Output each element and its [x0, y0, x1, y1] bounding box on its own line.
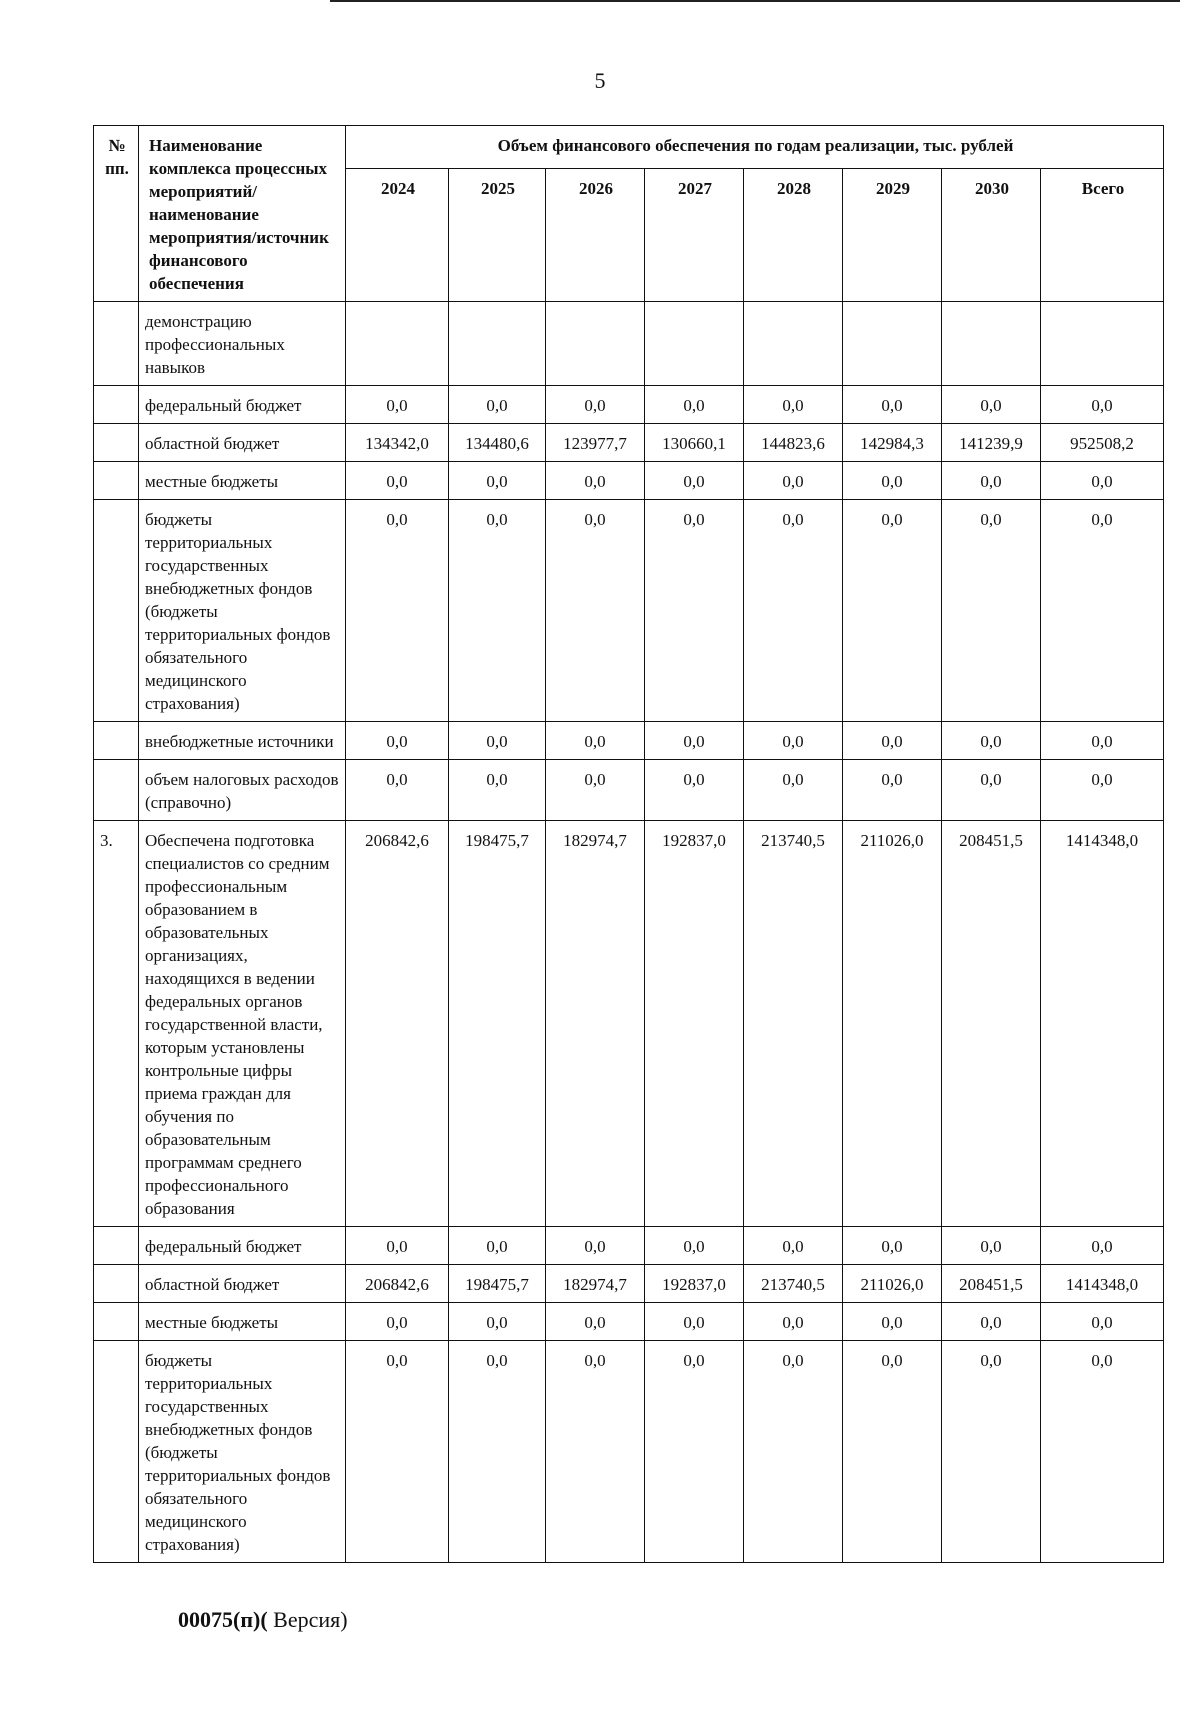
table-row — [94, 424, 1164, 462]
row-value: 0,0 — [942, 1341, 1041, 1563]
row-value: 134480,6 — [449, 424, 546, 462]
row-value: 182974,7 — [546, 821, 645, 1227]
row-value: 0,0 — [843, 722, 942, 760]
row-number — [94, 1341, 139, 1563]
row-value: 0,0 — [645, 760, 744, 821]
row-total: 0,0 — [1041, 386, 1164, 424]
row-value: 0,0 — [546, 760, 645, 821]
table-row — [94, 1227, 1164, 1265]
row-value: 0,0 — [449, 500, 546, 722]
row-value: 206842,6 — [346, 821, 449, 1227]
row-name: федеральный бюджет — [139, 386, 346, 424]
header-row-1 — [94, 126, 1164, 169]
row-value: 0,0 — [449, 1227, 546, 1265]
row-name: местные бюджеты — [139, 1303, 346, 1341]
row-value: 0,0 — [744, 386, 843, 424]
table-row — [94, 386, 1164, 424]
header-year: 2030 — [942, 169, 1041, 302]
row-number — [94, 302, 139, 386]
row-number — [94, 1227, 139, 1265]
row-value: 0,0 — [449, 760, 546, 821]
row-value: 0,0 — [843, 386, 942, 424]
row-value — [744, 302, 843, 386]
row-value — [843, 302, 942, 386]
footer-code: 00075(п)( — [178, 1607, 268, 1632]
header-year: 2029 — [843, 169, 942, 302]
row-value: 0,0 — [843, 500, 942, 722]
row-value: 0,0 — [346, 722, 449, 760]
row-value: 0,0 — [942, 462, 1041, 500]
row-value: 0,0 — [546, 722, 645, 760]
row-value: 0,0 — [449, 722, 546, 760]
row-value: 0,0 — [346, 1303, 449, 1341]
row-value: 0,0 — [645, 1227, 744, 1265]
row-name: бюджеты территориальных государственных внебюджетных фондов (бюджеты территориальных фондов обязательного медицинского страхования) — [139, 1341, 346, 1563]
row-number — [94, 462, 139, 500]
row-name: бюджеты территориальных государственных внебюджетных фондов (бюджеты территориальных фондов обязательного медицинского страхования) — [139, 500, 346, 722]
row-value: 0,0 — [843, 760, 942, 821]
row-value: 0,0 — [546, 462, 645, 500]
row-value: 0,0 — [942, 722, 1041, 760]
header-total: Всего — [1041, 169, 1164, 302]
row-value: 0,0 — [546, 1227, 645, 1265]
row-name: внебюджетные источники — [139, 722, 346, 760]
table-row — [94, 302, 1164, 386]
header-year: 2028 — [744, 169, 843, 302]
row-value: 0,0 — [346, 386, 449, 424]
row-value: 144823,6 — [744, 424, 843, 462]
header-year: 2027 — [645, 169, 744, 302]
table-row — [94, 500, 1164, 722]
row-value: 192837,0 — [645, 821, 744, 1227]
row-value: 0,0 — [942, 1227, 1041, 1265]
row-name: областной бюджет — [139, 1265, 346, 1303]
table-body — [94, 302, 1164, 1563]
row-name: областной бюджет — [139, 424, 346, 462]
row-value: 142984,3 — [843, 424, 942, 462]
row-name: демонстрацию профессиональных навыков — [139, 302, 346, 386]
row-name: федеральный бюджет — [139, 1227, 346, 1265]
row-value: 0,0 — [645, 722, 744, 760]
row-value: 0,0 — [744, 462, 843, 500]
table-row — [94, 722, 1164, 760]
row-total: 1414348,0 — [1041, 1265, 1164, 1303]
row-total: 0,0 — [1041, 1303, 1164, 1341]
row-value: 211026,0 — [843, 821, 942, 1227]
row-value: 0,0 — [546, 500, 645, 722]
row-value: 0,0 — [449, 386, 546, 424]
row-value: 0,0 — [843, 1227, 942, 1265]
row-number — [94, 424, 139, 462]
row-value: 0,0 — [942, 1303, 1041, 1341]
header-volume: Объем финансового обеспечения по годам реализации, тыс. рублей — [346, 126, 1164, 169]
row-number — [94, 1265, 139, 1303]
row-value: 141239,9 — [942, 424, 1041, 462]
row-value: 0,0 — [942, 760, 1041, 821]
row-number — [94, 1303, 139, 1341]
row-value — [942, 302, 1041, 386]
header-year: 2026 — [546, 169, 645, 302]
row-value: 0,0 — [645, 386, 744, 424]
row-value: 0,0 — [843, 1341, 942, 1563]
row-value: 208451,5 — [942, 821, 1041, 1227]
budget-table — [93, 125, 1164, 1563]
footer — [178, 1607, 348, 1633]
row-value: 206842,6 — [346, 1265, 449, 1303]
row-value: 192837,0 — [645, 1265, 744, 1303]
row-value: 0,0 — [645, 1341, 744, 1563]
row-value: 130660,1 — [645, 424, 744, 462]
row-value: 198475,7 — [449, 821, 546, 1227]
footer-version: Версия) — [267, 1607, 348, 1632]
row-value: 213740,5 — [744, 1265, 843, 1303]
row-total: 0,0 — [1041, 500, 1164, 722]
row-value: 213740,5 — [744, 821, 843, 1227]
row-value: 0,0 — [346, 1227, 449, 1265]
row-value: 0,0 — [942, 386, 1041, 424]
row-value: 0,0 — [744, 722, 843, 760]
row-value: 0,0 — [744, 1341, 843, 1563]
row-value: 198475,7 — [449, 1265, 546, 1303]
row-total: 0,0 — [1041, 1227, 1164, 1265]
row-value: 134342,0 — [346, 424, 449, 462]
table-row — [94, 1341, 1164, 1563]
row-value: 0,0 — [449, 1303, 546, 1341]
row-total: 0,0 — [1041, 462, 1164, 500]
row-value: 0,0 — [744, 500, 843, 722]
row-total: 952508,2 — [1041, 424, 1164, 462]
row-value: 0,0 — [449, 462, 546, 500]
row-value: 0,0 — [346, 500, 449, 722]
row-value — [449, 302, 546, 386]
row-value: 0,0 — [346, 760, 449, 821]
row-value: 123977,7 — [546, 424, 645, 462]
header-name: Наименование комплекса процессных мероприятий/наименование мероприятия/источник финансового обеспечения — [139, 126, 346, 302]
row-value — [645, 302, 744, 386]
row-value: 0,0 — [346, 462, 449, 500]
row-total: 1414348,0 — [1041, 821, 1164, 1227]
row-number — [94, 722, 139, 760]
top-rule — [330, 0, 1180, 2]
row-number — [94, 760, 139, 821]
row-total — [1041, 302, 1164, 386]
row-value: 0,0 — [645, 462, 744, 500]
row-value — [346, 302, 449, 386]
header-year: 2025 — [449, 169, 546, 302]
row-value: 208451,5 — [942, 1265, 1041, 1303]
row-value: 0,0 — [346, 1341, 449, 1563]
row-value: 211026,0 — [843, 1265, 942, 1303]
row-number — [94, 386, 139, 424]
row-value: 182974,7 — [546, 1265, 645, 1303]
row-number — [94, 500, 139, 722]
row-value — [546, 302, 645, 386]
row-name: Обеспечена подготовка специалистов со средним профессиональным образованием в образовательных организациях, находящихся в ведении федеральных органов государственной власти, которым установлены контрольные цифры приема граждан для обучения по образовательным программам среднего профессионального образования — [139, 821, 346, 1227]
row-value: 0,0 — [645, 500, 744, 722]
page-number: 5 — [594, 68, 606, 93]
row-value: 0,0 — [546, 1303, 645, 1341]
row-total: 0,0 — [1041, 1341, 1164, 1563]
table-row — [94, 760, 1164, 821]
row-value: 0,0 — [843, 462, 942, 500]
row-value: 0,0 — [744, 1303, 843, 1341]
row-value: 0,0 — [744, 1227, 843, 1265]
table-row — [94, 1265, 1164, 1303]
row-value: 0,0 — [449, 1341, 546, 1563]
row-name: объем налоговых расходов (справочно) — [139, 760, 346, 821]
row-total: 0,0 — [1041, 760, 1164, 821]
table-row — [94, 821, 1164, 1227]
header-num: № пп. — [94, 126, 139, 302]
table-row — [94, 1303, 1164, 1341]
row-value: 0,0 — [942, 500, 1041, 722]
table-row — [94, 462, 1164, 500]
row-value: 0,0 — [843, 1303, 942, 1341]
row-value: 0,0 — [744, 760, 843, 821]
header-year: 2024 — [346, 169, 449, 302]
row-name: местные бюджеты — [139, 462, 346, 500]
row-value: 0,0 — [546, 1341, 645, 1563]
row-value: 0,0 — [645, 1303, 744, 1341]
row-number: 3. — [94, 821, 139, 1227]
row-value: 0,0 — [546, 386, 645, 424]
row-total: 0,0 — [1041, 722, 1164, 760]
